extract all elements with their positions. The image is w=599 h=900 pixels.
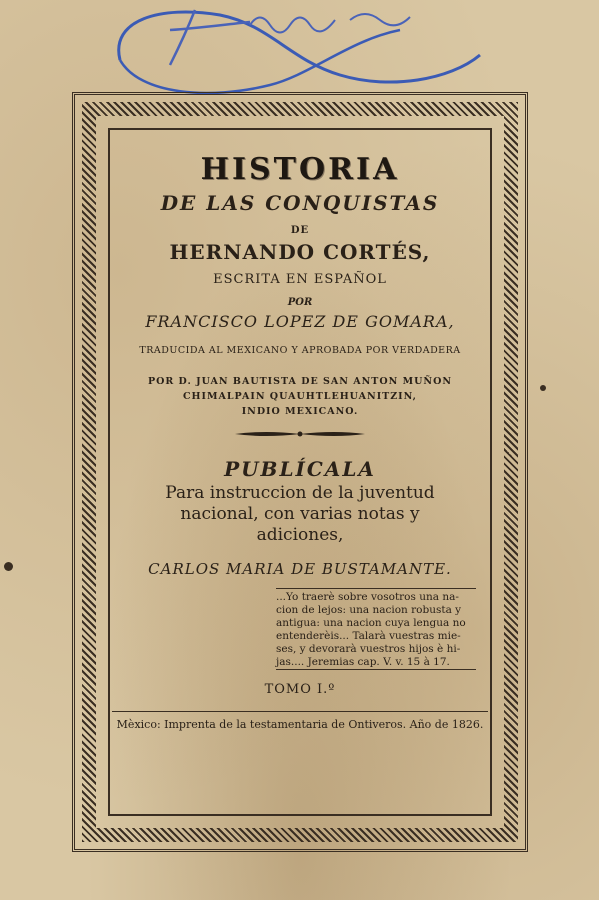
purpose-line: Para instruccion de la juventud [165, 483, 435, 503]
purpose-line: nacional, con varias notas y [180, 504, 420, 524]
connector-por: POR [287, 297, 313, 308]
ink-spot [540, 385, 546, 391]
written-in: ESCRITA EN ESPAÑOL [213, 272, 387, 287]
epigraph-line: jas.... Jeremias cap. V. v. 15 à 17. [276, 656, 450, 668]
epigraph [276, 591, 478, 669]
translator-line: INDIO MEXICANO. [241, 406, 359, 417]
epigraph-rule [276, 588, 476, 589]
book-title: HISTORIA [200, 152, 400, 187]
imprint-line: Mèxico: Imprenta de la testamentaria de Ontiveros. Año de 1826. [116, 718, 484, 731]
author-name: FRANCISCO LOPEZ DE GOMARA, [145, 312, 455, 331]
epigraph-line: ...Yo traerè sobre vosotros una na- [276, 591, 459, 603]
purpose-line: adiciones, [256, 525, 344, 545]
editor-name: CARLOS MARIA DE BUSTAMANTE. [148, 560, 452, 578]
volume-label: TOMO I.º [264, 682, 336, 697]
ornament-divider [235, 429, 365, 439]
translator-line: POR D. JUAN BAUTISTA DE SAN ANTON MUÑON [147, 376, 453, 387]
connector-de: DE [290, 225, 310, 236]
publisher-heading: PUBLÍCALA [224, 457, 376, 481]
imprint-rule [112, 711, 488, 712]
translator-line: CHIMALPAIN QUAUHTLEHUANITZIN, [183, 391, 417, 402]
epigraph-line: ses, y devorarà vuestros hijos è hi- [276, 643, 461, 655]
epigraph-line: cion de lejos: una nacion robusta y [276, 604, 462, 616]
epigraph-line: entenderèis... Talarà vuestras mie- [276, 630, 461, 642]
ink-spot [4, 562, 13, 571]
translation-note: TRADUCIDA AL MEXICANO Y APROBADA POR VERDADERA [139, 345, 461, 356]
epigraph-rule [276, 669, 476, 670]
subject-name: HERNANDO CORTÉS, [169, 240, 431, 264]
book-subtitle: DE LAS CONQUISTAS [160, 191, 440, 215]
epigraph-line: antigua: una nacion cuya lengua no [276, 617, 466, 629]
title-page-content [112, 140, 488, 731]
purpose-text [112, 483, 488, 546]
